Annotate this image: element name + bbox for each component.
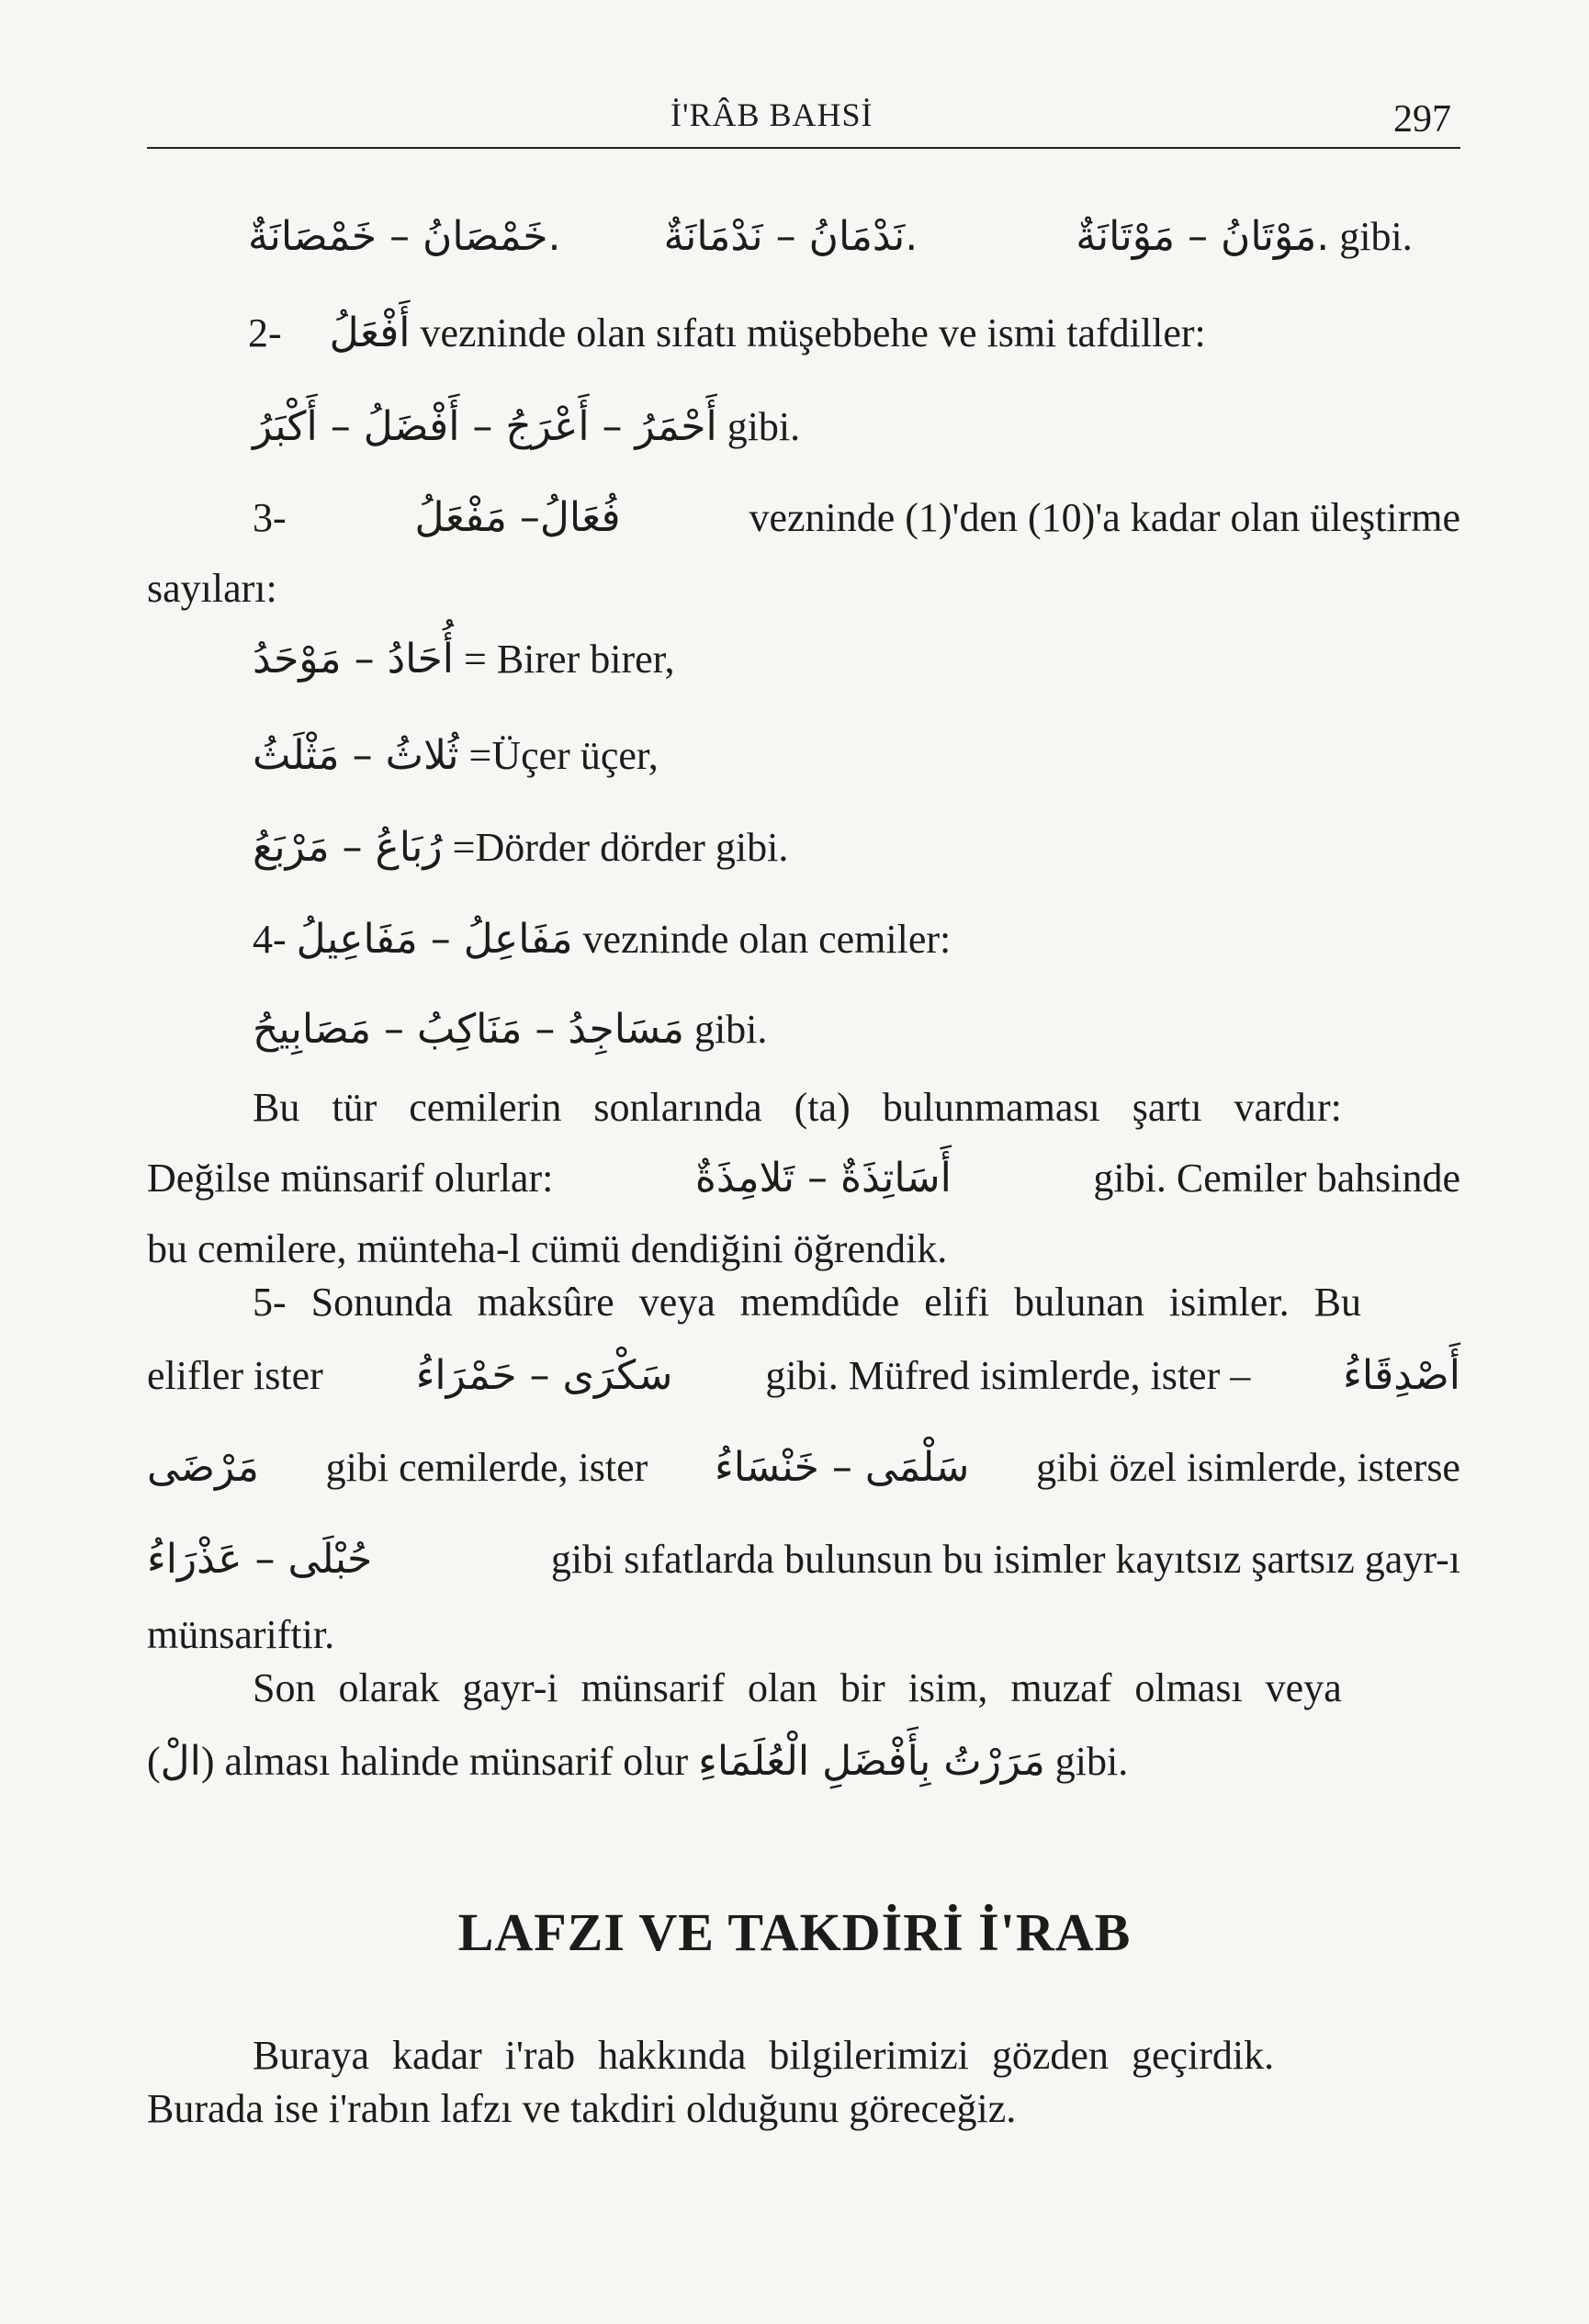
line-text: ) alması halinde münsarif olur xyxy=(200,1739,689,1784)
line-text: vezninde olan sıfatı müşebbehe ve ismi tafdiller: xyxy=(420,310,1206,355)
line-2 xyxy=(248,308,1206,359)
line-8 xyxy=(253,822,788,874)
line-5 xyxy=(147,563,277,615)
line-text: Son olarak gayr-i münsarif olan bir isim, muzaf olması veya xyxy=(253,1665,1342,1710)
arabic-word: مَرْضَى xyxy=(147,1444,259,1491)
list-number: 2- xyxy=(248,310,282,355)
arabic-word: أَسَاتِذَةٌ – تَلامِذَةٌ xyxy=(694,1155,952,1201)
line-20 xyxy=(147,1736,1128,1788)
line-16 xyxy=(147,1442,1460,1494)
arabic-word: سَكْرَى – حَمْرَاءُ xyxy=(415,1352,673,1399)
line-text: Bu tür cemilerin sonlarında (ta) bulunmaması şartı vardır: xyxy=(253,1085,1342,1130)
line-text: gibi. xyxy=(1339,214,1413,259)
line-text: vezninde (1)'den (10)'a kadar olan üleştirme xyxy=(749,495,1460,540)
line-18 xyxy=(147,1609,334,1661)
page-number: 297 xyxy=(1393,98,1451,141)
line-9 xyxy=(253,914,951,965)
arabic-word: أَفْعَلُ xyxy=(329,310,411,356)
arabic-word: حُبْلَى – عَذْرَاءُ xyxy=(147,1536,373,1583)
line-text: gibi. xyxy=(727,404,801,449)
line-14 xyxy=(253,1277,1460,1328)
line-text: 5- Sonunda maksûre veya memdûde elifi bulunan isimler. Bu xyxy=(253,1280,1362,1325)
line-7 xyxy=(253,730,659,782)
line-6 xyxy=(253,634,675,685)
page-header xyxy=(147,92,1460,149)
paragraph-line-1 xyxy=(253,2030,1460,2081)
line-10 xyxy=(253,1004,767,1055)
line-text: =Dörder dörder gibi. xyxy=(452,825,789,870)
arabic-word: .مَوْتَانُ – مَوْتَانَةٌ xyxy=(1076,213,1330,260)
line-1 xyxy=(248,211,1413,263)
line-text: Burada ise i'rabın lafzı ve takdiri olduğunu göreceğiz. xyxy=(147,2086,1017,2131)
arabic-word: مَسَاجِدُ – مَنَاكِبُ – مَصَابِيحُ xyxy=(253,1006,684,1053)
line-text: gibi cemilerde, ister xyxy=(325,1445,648,1490)
arabic-word: .نَدْمَانُ – نَدْمَانَةٌ xyxy=(663,213,918,260)
list-number: 4- xyxy=(253,917,287,962)
line-15 xyxy=(147,1350,1460,1402)
arabic-word: مَفَاعِلُ – مَفَاعِيلُ xyxy=(296,916,573,963)
arabic-word: الْ xyxy=(160,1738,201,1785)
section-heading: LAFZI VE TAKDİRİ İ'RAB xyxy=(457,1902,1132,1962)
paragraph-line-2 xyxy=(147,2083,1016,2135)
line-text: =Üçer üçer, xyxy=(468,733,659,778)
arabic-word: أَصْدِقَاءُ xyxy=(1343,1352,1460,1399)
arabic-word: سَلْمَى – خَنْسَاءُ xyxy=(715,1444,970,1491)
line-4 xyxy=(253,492,1460,544)
line-text: bu cemilere, münteha-l cümü dendiğini öğrendik. xyxy=(147,1226,948,1271)
line-text: ( xyxy=(147,1739,161,1784)
line-text: gibi özel isimlerde, isterse xyxy=(1036,1445,1460,1490)
line-text: gibi. xyxy=(693,1007,768,1052)
line-text: münsariftir. xyxy=(147,1612,335,1657)
arabic-word: فُعَالُ– مَفْعَلُ xyxy=(414,494,621,541)
arabic-word: ثُلاثُ – مَثْلَثُ xyxy=(253,732,459,779)
arabic-word: رُبَاعُ – مَرْبَعُ xyxy=(253,824,443,871)
line-12 xyxy=(147,1153,1460,1204)
arabic-word: .خَمْصَانُ – خَمْصَانَةٌ xyxy=(248,213,561,260)
line-13 xyxy=(147,1224,947,1275)
line-text: elifler ister xyxy=(147,1353,323,1398)
line-17 xyxy=(147,1534,1460,1585)
running-head: İ'RÂB BAHSİ xyxy=(671,96,873,133)
list-number: 3- xyxy=(253,495,287,540)
arabic-word: أُحَادُ – مَوْحَدُ xyxy=(253,636,454,683)
line-text: vezninde olan cemiler: xyxy=(582,917,952,962)
line-text: Buraya kadar i'rab hakkında bilgilerimizi gözden geçirdik. xyxy=(253,2033,1275,2078)
line-3 xyxy=(253,401,800,453)
arabic-word: أَحْمَرُ – أَعْرَجُ – أَفْضَلُ – أَكْبَرُ xyxy=(253,403,717,450)
line-text: gibi. xyxy=(1054,1739,1129,1784)
line-19 xyxy=(253,1663,1460,1714)
line-11 xyxy=(253,1082,1460,1134)
line-text: = Birer birer, xyxy=(464,637,675,682)
arabic-word: مَرَرْتُ بِأَفْضَلِ الْعُلَمَاءِ xyxy=(698,1738,1045,1785)
line-text: sayıları: xyxy=(147,566,277,611)
line-text: gibi sıfatlarda bulunsun bu isimler kayıtsız şartsız gayr-ı xyxy=(550,1537,1460,1582)
line-text: gibi. Cemiler bahsinde xyxy=(1093,1156,1460,1201)
line-text: Değilse münsarif olurlar: xyxy=(147,1156,554,1201)
line-text: gibi. Müfred isimlerde, ister – xyxy=(765,1353,1251,1398)
